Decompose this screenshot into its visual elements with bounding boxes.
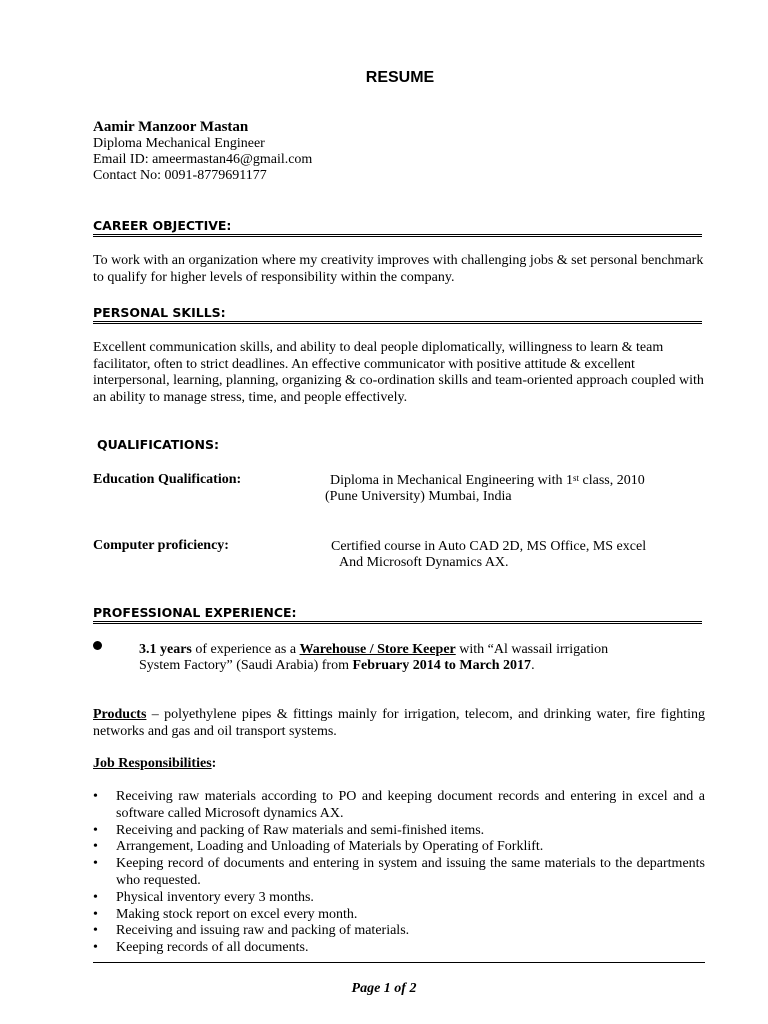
list-item: • Keeping record of documents and entering in system and issuing the same materials to the departments who requested. <box>93 856 705 890</box>
education-label: Education Qualification: <box>93 472 242 487</box>
section-divider <box>93 321 702 324</box>
computer-line-2: And Microsoft Dynamics AX. <box>339 555 509 570</box>
career-objective-text: To work with an organization where my creativity improves with challenging jobs & set personal benchmark to qualify for higher levels of responsibility within the company. <box>93 253 704 285</box>
email-line: Email ID: ameermastan46@gmail.com <box>93 152 313 167</box>
candidate-name: Aamir Manzoor Mastan <box>93 119 249 135</box>
list-item: • Keeping records of all documents. <box>93 940 705 957</box>
experience-line-1: 3.1 years of experience as a Warehouse / Store Keeper with “Al wassail irrigation <box>139 642 609 657</box>
list-item: • Receiving raw materials according to PO and keeping document records and entering in excel and a software called Microsoft dynamics AX. <box>93 789 705 823</box>
list-item: • Receiving and packing of Raw materials and semi-finished items. <box>93 823 705 840</box>
education-line-2: (Pune University) Mumbai, India <box>325 489 512 504</box>
document-title: RESUME <box>365 69 435 86</box>
candidate-role: Diploma Mechanical Engineer <box>93 136 265 151</box>
job-responsibilities-label: Job Responsibilities: <box>93 756 217 771</box>
bullet-icon <box>93 641 102 650</box>
experience-line-2: System Factory” (Saudi Arabia) from February 2014 to March 2017. <box>139 658 535 673</box>
list-item: • Making stock report on excel every month. <box>93 907 705 924</box>
responsibilities-list <box>93 789 705 957</box>
computer-label: Computer proficiency: <box>93 538 229 553</box>
page-number: Page 1 of 2 <box>351 981 417 996</box>
personal-skills-heading: PERSONAL SKILLS: <box>93 305 226 320</box>
phone-line: Contact No: 0091-8779691177 <box>93 168 267 183</box>
computer-line-1: Certified course in Auto CAD 2D, MS Office, MS excel <box>331 539 647 554</box>
list-item: • Arrangement, Loading and Unloading of Materials by Operating of Forklift. <box>93 839 705 856</box>
personal-skills-text: Excellent communication skills, and ability to deal people diplomatically, willingness to learn & team facilitator, often to strict deadlines. An effective communicator with positive attitude & excellent interpersonal, learning, planning, organizing & co-ordination skills and team-oriented approach coupled with an ability to manage stress, time, and people effectively. <box>93 340 704 405</box>
section-divider <box>93 234 702 237</box>
qualifications-heading: QUALIFICATIONS: <box>97 437 220 452</box>
career-objective-heading: CAREER OBJECTIVE: <box>93 218 232 233</box>
products-paragraph: Products – polyethylene pipes & fittings mainly for irrigation, telecom, and drinking water, fire fighting networks and gas and oil transport systems. <box>93 707 705 739</box>
list-item: • Receiving and issuing raw and packing of materials. <box>93 923 705 940</box>
section-divider <box>93 621 702 624</box>
list-item: • Physical inventory every 3 months. <box>93 890 705 907</box>
footer-divider <box>93 962 705 963</box>
education-line-1: Diploma in Mechanical Engineering with 1st class, 2010 <box>330 473 645 488</box>
experience-heading: PROFESSIONAL EXPERIENCE: <box>93 605 297 620</box>
